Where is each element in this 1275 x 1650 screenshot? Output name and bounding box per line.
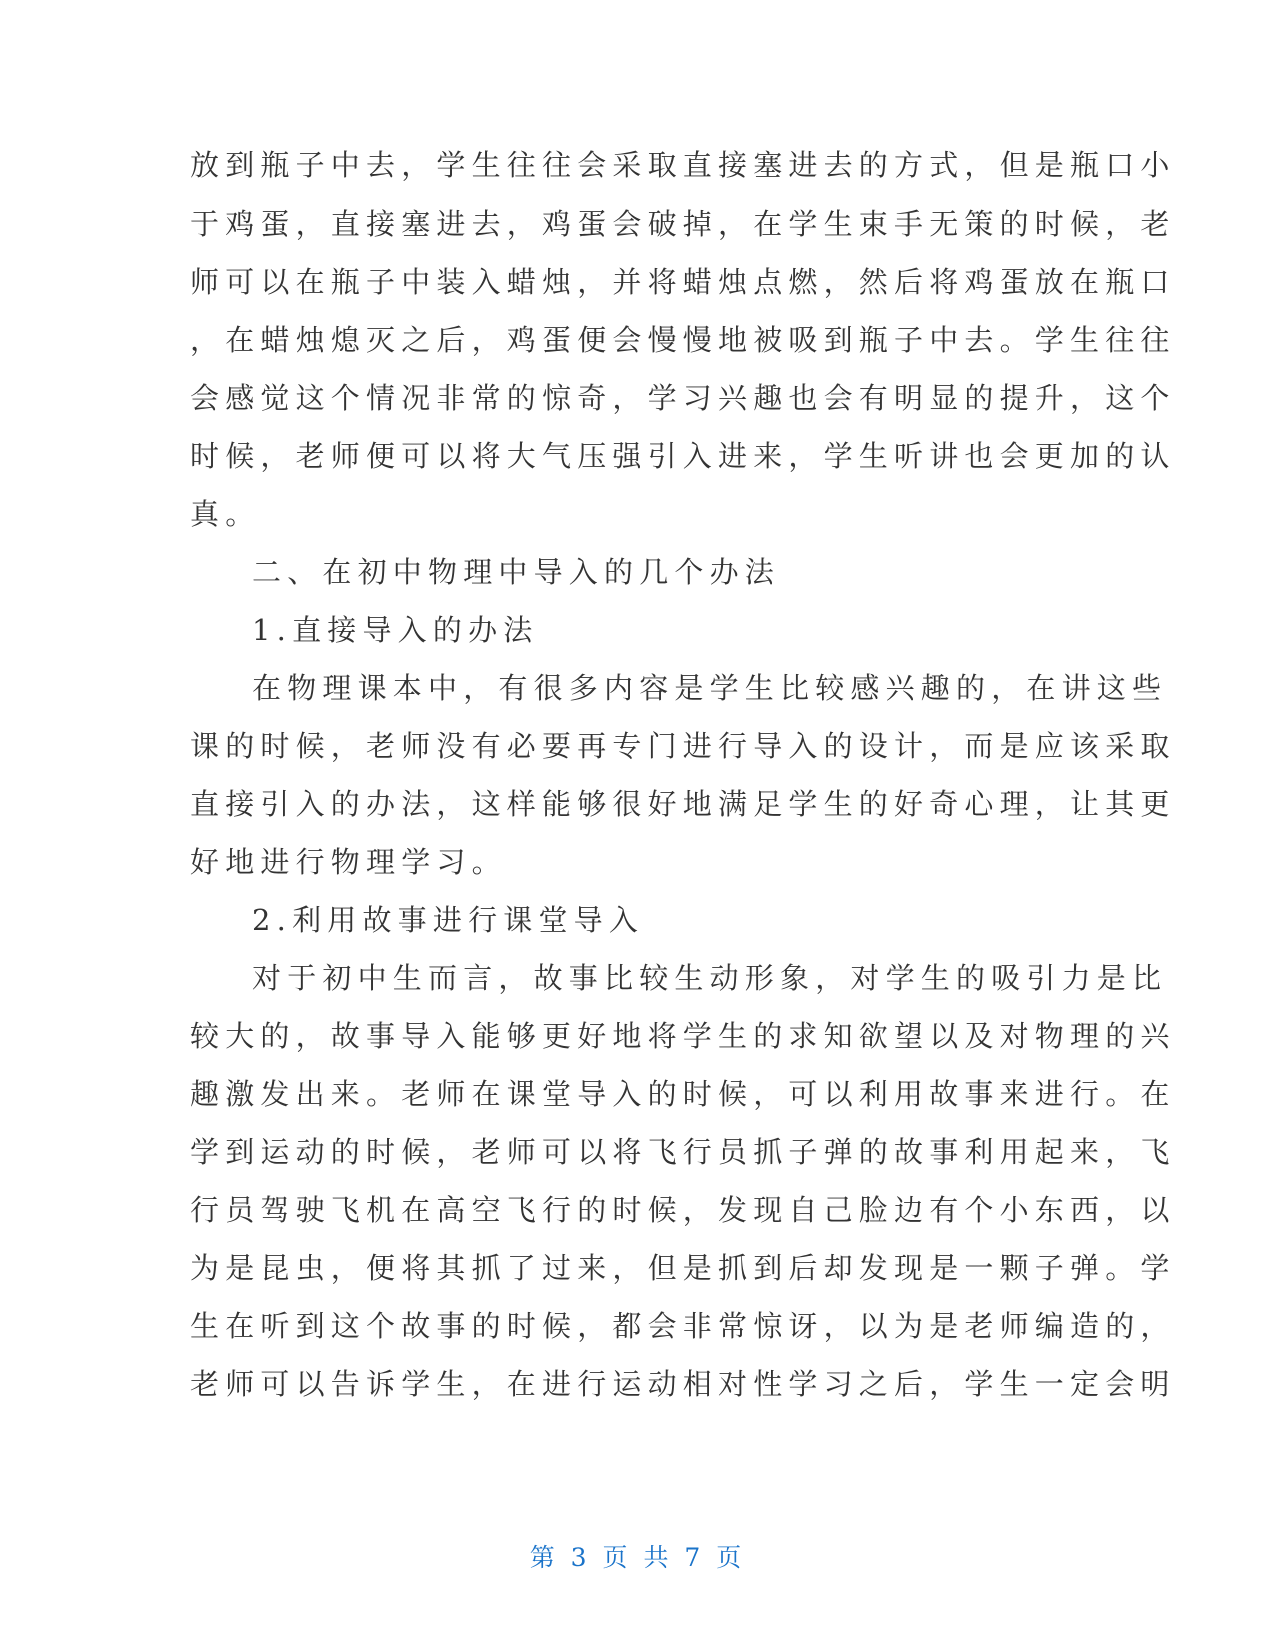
body-text-line: 行员驾驶飞机在高空飞行的时候，发现自己脸边有个小东西，以 <box>190 1193 1176 1227</box>
subsection-heading: 2.利用故事进行课堂导入 <box>252 903 645 937</box>
body-text-line: 直接引入的办法，这样能够很好地满足学生的好奇心理，让其更 <box>190 787 1176 821</box>
body-text-line: 较大的，故事导入能够更好地将学生的求知欲望以及对物理的兴 <box>190 1019 1176 1053</box>
page-number-footer: 第 3 页 共 7 页 <box>529 1543 746 1572</box>
body-text-line: 好地进行物理学习。 <box>190 845 507 879</box>
body-text-line: ，在蜡烛熄灭之后，鸡蛋便会慢慢地被吸到瓶子中去。学生往往 <box>190 323 1176 357</box>
subsection-heading: 1.直接导入的办法 <box>252 613 539 647</box>
body-text-line: 于鸡蛋，直接塞进去，鸡蛋会破掉，在学生束手无策的时候，老 <box>190 207 1176 241</box>
body-text-line: 时候，老师便可以将大气压强引入进来，学生听讲也会更加的认 <box>190 439 1176 473</box>
body-text-line: 会感觉这个情况非常的惊奇，学习兴趣也会有明显的提升，这个 <box>190 381 1176 415</box>
body-text-line: 学到运动的时候，老师可以将飞行员抓子弹的故事利用起来，飞 <box>190 1135 1176 1169</box>
body-text-line: 对于初中生而言，故事比较生动形象，对学生的吸引力是比 <box>252 961 1168 995</box>
body-text-line: 课的时候，老师没有必要再专门进行导入的设计，而是应该采取 <box>190 729 1176 763</box>
body-text-line: 生在听到这个故事的时候，都会非常惊讶，以为是老师编造的， <box>190 1309 1176 1343</box>
body-text-line: 趣激发出来。老师在课堂导入的时候，可以利用故事来进行。在 <box>190 1077 1176 1111</box>
body-text-line: 师可以在瓶子中装入蜡烛，并将蜡烛点燃，然后将鸡蛋放在瓶口 <box>190 265 1176 299</box>
body-text-line: 在物理课本中，有很多内容是学生比较感兴趣的，在讲这些 <box>252 671 1168 705</box>
body-text-line: 老师可以告诉学生，在进行运动相对性学习之后，学生一定会明 <box>190 1367 1176 1401</box>
section-heading: 二、在初中物理中导入的几个办法 <box>252 555 781 589</box>
body-text-line: 真。 <box>190 497 261 531</box>
body-text-line: 为是昆虫，便将其抓了过来，但是抓到后却发现是一颗子弹。学 <box>190 1251 1176 1285</box>
body-text-line: 放到瓶子中去，学生往往会采取直接塞进去的方式，但是瓶口小 <box>190 148 1176 182</box>
